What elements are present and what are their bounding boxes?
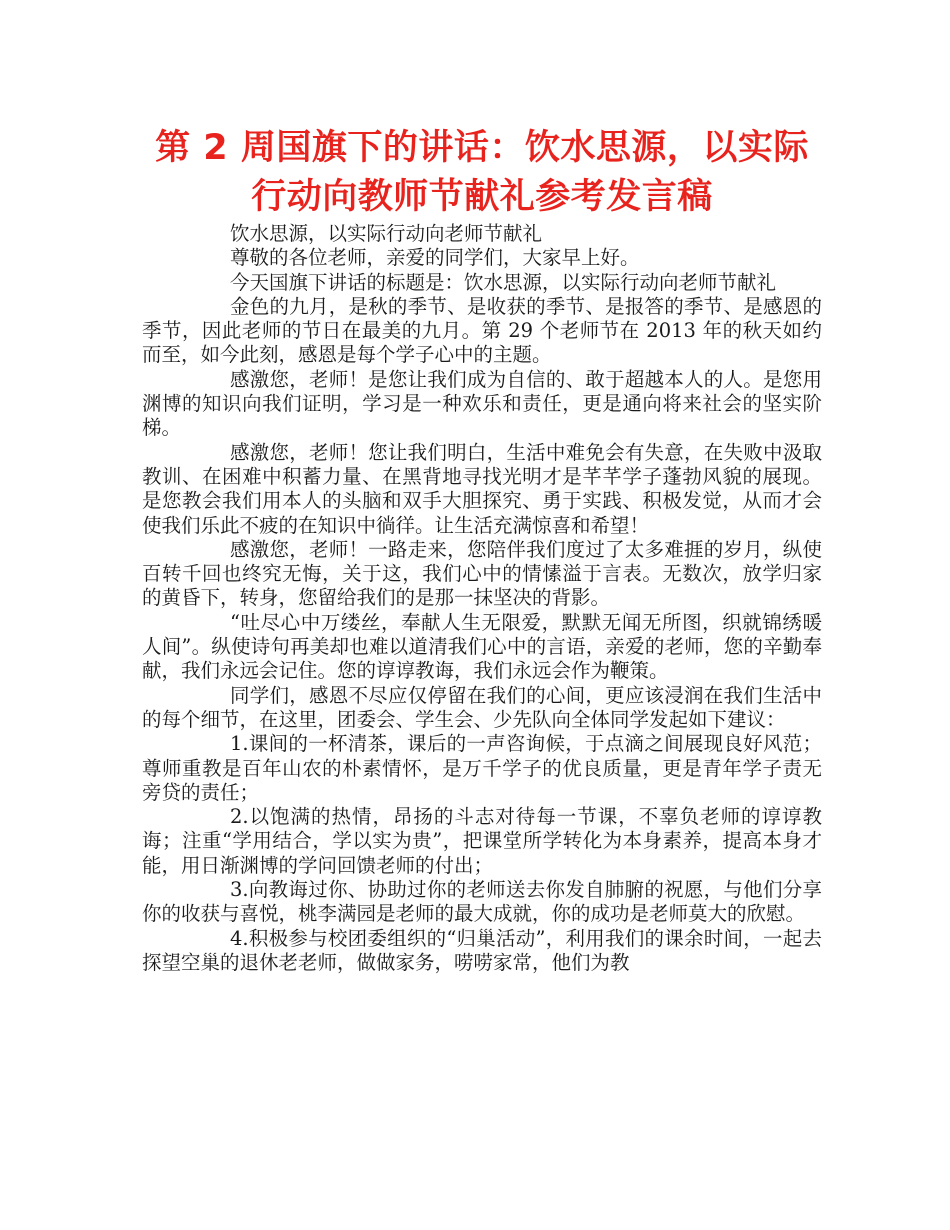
document-title-line-1: 第 2 周国旗下的讲话：饮水思源，以实际 (155, 128, 809, 168)
body-paragraph: 同学们，感恩不尽应仅停留在我们的心间，更应该浸润在我们生活中的每个细节，在这里，团委会、学生会、少先队向全体同学发起如下建议： (142, 683, 822, 731)
body-paragraph: 4.积极参与校团委组织的“归巢活动”，利用我们的课余时间，一起去探望空巢的退休老老师，做做家务，唠唠家常，他们为教 (142, 926, 822, 974)
document-page (142, 124, 822, 975)
body-paragraph: “吐尽心中万缕丝，奉献人生无限爱，默默无闻无所图，织就锦绣暖人间”。纵使诗句再美却也难以道清我们心中的言语，亲爱的老师，您的辛勤奉献，我们永远会记住。您的谆谆教诲，我们永远会作为鞭策。 (142, 610, 822, 683)
document-title (142, 124, 822, 222)
body-paragraph: 1.课间的一杯清茶，课后的一声咨询候，于点滴之间展现良好风范；尊师重教是百年山农的朴素情怀，是万千学子的优良质量，更是青年学子责无旁贷的责任； (142, 732, 822, 804)
body-paragraph: 感激您，老师！您让我们明白，生活中难免会有失意，在失败中汲取教训、在困难中积蓄力量、在黑背地寻找光明才是芊芊学子蓬勃风貌的展现。是您教会我们用本人的头脑和双手大胆探究、勇于实践、积极发觉，从而才会使我们乐此不疲的在知识中徜徉。让生活充满惊喜和希望！ (142, 440, 822, 537)
body-paragraph: 金色的九月，是秋的季节、是收获的季节、是报答的季节、是感恩的季节，因此老师的节日在最美的九月。第 29 个老师节在 2013 年的秋天如约而至，如今此刻，感恩是每个学子心中的主题。 (142, 294, 822, 367)
document-title-line-2: 行动向教师节献礼参考发言稿 (251, 177, 713, 217)
body-paragraph: 3.向教诲过你、协助过你的老师送去你发自肺腑的祝愿，与他们分享你的收获与喜悦，桃李满园是老师的最大成就，你的成功是老师莫大的欣慰。 (142, 878, 822, 926)
body-paragraph: 饮水思源，以实际行动向老师节献礼 (230, 222, 543, 245)
body-paragraph: 感激您，老师！一路走来，您陪伴我们度过了太多难捱的岁月，纵使百转千回也终究无悔，关于这，我们心中的情愫溢于言表。无数次，放学归家的黄昏下，转身，您留给我们的是那一抹坚决的背影。 (142, 537, 822, 610)
body-paragraph: 今天国旗下讲话的标题是：饮水思源，以实际行动向老师节献礼 (230, 270, 777, 294)
body-paragraph: 感激您，老师！是您让我们成为自信的、敢于超越本人的人。是您用渊博的知识向我们证明，学习是一种欢乐和责任，更是通向将来社会的坚实阶梯。 (142, 367, 822, 440)
document-body (142, 222, 822, 975)
body-paragraph: 尊敬的各位老师，亲爱的同学们，大家早上好。 (230, 246, 640, 270)
body-paragraph: 2.以饱满的热情，昂扬的斗志对待每一节课，不辜负老师的谆谆教诲；注重“学用结合，学以实为贵”，把课堂所学转化为本身素养，提高本身才能，用日渐渊博的学问回馈老师的付出； (142, 805, 822, 877)
